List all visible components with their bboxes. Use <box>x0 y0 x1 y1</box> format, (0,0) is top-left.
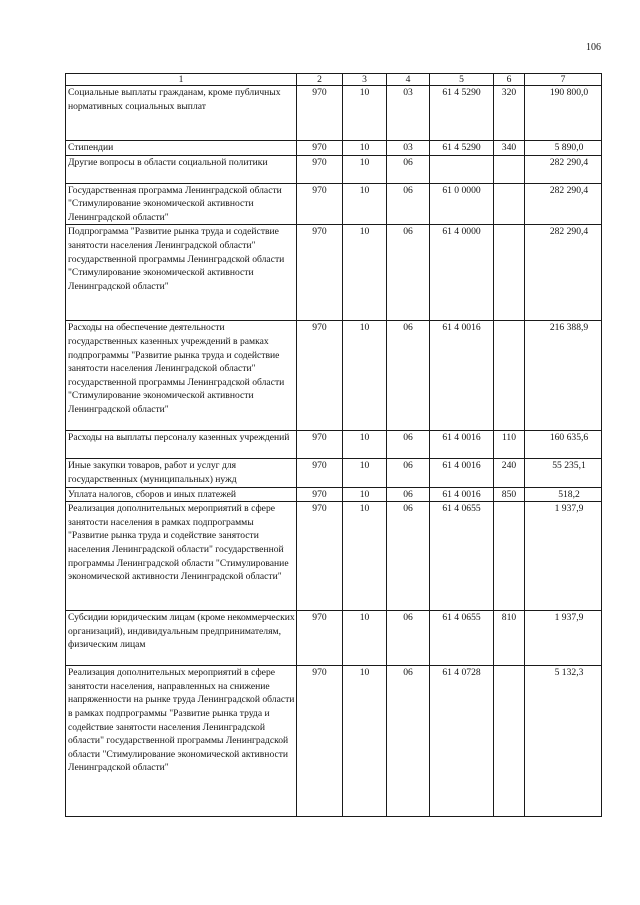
budget-table <box>65 73 602 817</box>
cell-rz: 10 <box>343 487 387 502</box>
column-header: 4 <box>387 74 430 86</box>
cell-pr: 06 <box>387 611 430 666</box>
cell-csr: 61 4 0655 <box>430 502 494 611</box>
table-row <box>66 86 602 141</box>
column-header: 6 <box>494 74 525 86</box>
cell-name: Подпрограмма "Развитие рынка труда и содействие занятости населения Ленинградской области" государственной программы Ленинградской области "Стимулирование экономической активности Ленинградской области" <box>66 225 297 321</box>
cell-csr: 61 4 0016 <box>430 431 494 459</box>
cell-csr: 61 4 0016 <box>430 321 494 431</box>
cell-csr: 61 4 5290 <box>430 86 494 141</box>
cell-csr: 61 4 0016 <box>430 487 494 502</box>
cell-name: Стипендии <box>66 141 297 156</box>
cell-rz: 10 <box>343 666 387 817</box>
column-header: 2 <box>297 74 343 86</box>
cell-pr: 03 <box>387 141 430 156</box>
cell-grbs: 970 <box>297 321 343 431</box>
cell-rz: 10 <box>343 225 387 321</box>
cell-csr: 61 4 0655 <box>430 611 494 666</box>
column-header: 3 <box>343 74 387 86</box>
cell-name: Расходы на выплаты персоналу казенных учреждений <box>66 431 297 459</box>
table-row <box>66 141 602 156</box>
table-row <box>66 459 602 487</box>
cell-rz: 10 <box>343 611 387 666</box>
cell-name: Социальные выплаты гражданам, кроме публичных нормативных социальных выплат <box>66 86 297 141</box>
cell-name: Расходы на обеспечение деятельности государственных казенных учреждений в рамках подпрограммы "Развитие рынка труда и содействие занятости населения Ленинградской области" государственной программы Ленинградской области "Стимулирование экономической активности Ленинградской области" <box>66 321 297 431</box>
table-row <box>66 155 602 183</box>
cell-csr: 61 4 0000 <box>430 225 494 321</box>
cell-pr: 06 <box>387 487 430 502</box>
cell-sum: 1 937,9 <box>525 502 602 611</box>
cell-vr: 240 <box>494 459 525 487</box>
cell-name: Субсидии юридическим лицам (кроме некоммерческих организаций), индивидуальным предпринимателям, физическим лицам <box>66 611 297 666</box>
cell-vr <box>494 183 525 225</box>
cell-grbs: 970 <box>297 487 343 502</box>
table-header-row <box>66 74 602 86</box>
cell-vr <box>494 155 525 183</box>
cell-pr: 03 <box>387 86 430 141</box>
cell-sum: 160 635,6 <box>525 431 602 459</box>
cell-name: Государственная программа Ленинградской области "Стимулирование экономической активности Ленинградской области" <box>66 183 297 225</box>
cell-vr <box>494 666 525 817</box>
cell-csr <box>430 155 494 183</box>
table-row <box>66 502 602 611</box>
cell-pr: 06 <box>387 666 430 817</box>
cell-pr: 06 <box>387 502 430 611</box>
cell-csr: 61 0 0000 <box>430 183 494 225</box>
cell-vr <box>494 502 525 611</box>
cell-sum: 55 235,1 <box>525 459 602 487</box>
cell-grbs: 970 <box>297 183 343 225</box>
table-row <box>66 321 602 431</box>
page-number: 106 <box>586 42 601 53</box>
table-row <box>66 225 602 321</box>
cell-name: Реализация дополнительных мероприятий в сфере занятости населения в рамках подпрограммы "Развитие рынка труда и содействие занятости населения Ленинградской области" государственной программы Ленинградской области "Стимулирование экономической активности Ленинградской области" <box>66 502 297 611</box>
cell-rz: 10 <box>343 86 387 141</box>
cell-name: Уплата налогов, сборов и иных платежей <box>66 487 297 502</box>
cell-grbs: 970 <box>297 459 343 487</box>
cell-sum: 282 290,4 <box>525 155 602 183</box>
cell-pr: 06 <box>387 225 430 321</box>
cell-pr: 06 <box>387 459 430 487</box>
cell-pr: 06 <box>387 431 430 459</box>
cell-grbs: 970 <box>297 155 343 183</box>
column-header: 1 <box>66 74 297 86</box>
table-row <box>66 487 602 502</box>
column-header: 5 <box>430 74 494 86</box>
cell-sum: 216 388,9 <box>525 321 602 431</box>
cell-rz: 10 <box>343 431 387 459</box>
cell-rz: 10 <box>343 321 387 431</box>
table-row <box>66 183 602 225</box>
cell-rz: 10 <box>343 141 387 156</box>
cell-vr <box>494 321 525 431</box>
cell-rz: 10 <box>343 183 387 225</box>
cell-sum: 5 890,0 <box>525 141 602 156</box>
cell-grbs: 970 <box>297 141 343 156</box>
cell-sum: 282 290,4 <box>525 225 602 321</box>
cell-name: Другие вопросы в области социальной политики <box>66 155 297 183</box>
cell-name: Реализация дополнительных мероприятий в сфере занятости населения, направленных на снижение напряженности на рынке труда Ленинградской области в рамках подпрограммы "Развитие рынка труда и содействие занятости населения Ленинградской области" государственной программы Ленинградской области "Стимулирование экономической активности Ленинградской области" <box>66 666 297 817</box>
cell-grbs: 970 <box>297 225 343 321</box>
column-header: 7 <box>525 74 602 86</box>
cell-sum: 1 937,9 <box>525 611 602 666</box>
cell-vr <box>494 225 525 321</box>
cell-vr: 320 <box>494 86 525 141</box>
table-row <box>66 431 602 459</box>
cell-vr: 340 <box>494 141 525 156</box>
cell-sum: 282 290,4 <box>525 183 602 225</box>
cell-rz: 10 <box>343 155 387 183</box>
table-row <box>66 666 602 817</box>
cell-rz: 10 <box>343 502 387 611</box>
cell-csr: 61 4 0728 <box>430 666 494 817</box>
cell-sum: 5 132,3 <box>525 666 602 817</box>
cell-pr: 06 <box>387 321 430 431</box>
table-row <box>66 611 602 666</box>
cell-csr: 61 4 0016 <box>430 459 494 487</box>
cell-grbs: 970 <box>297 502 343 611</box>
cell-pr: 06 <box>387 183 430 225</box>
cell-pr: 06 <box>387 155 430 183</box>
cell-sum: 518,2 <box>525 487 602 502</box>
cell-grbs: 970 <box>297 86 343 141</box>
cell-sum: 190 800,0 <box>525 86 602 141</box>
cell-grbs: 970 <box>297 611 343 666</box>
cell-name: Иные закупки товаров, работ и услуг для государственных (муниципальных) нужд <box>66 459 297 487</box>
cell-vr: 850 <box>494 487 525 502</box>
cell-vr: 810 <box>494 611 525 666</box>
cell-grbs: 970 <box>297 666 343 817</box>
cell-grbs: 970 <box>297 431 343 459</box>
cell-csr: 61 4 5290 <box>430 141 494 156</box>
cell-vr: 110 <box>494 431 525 459</box>
cell-rz: 10 <box>343 459 387 487</box>
